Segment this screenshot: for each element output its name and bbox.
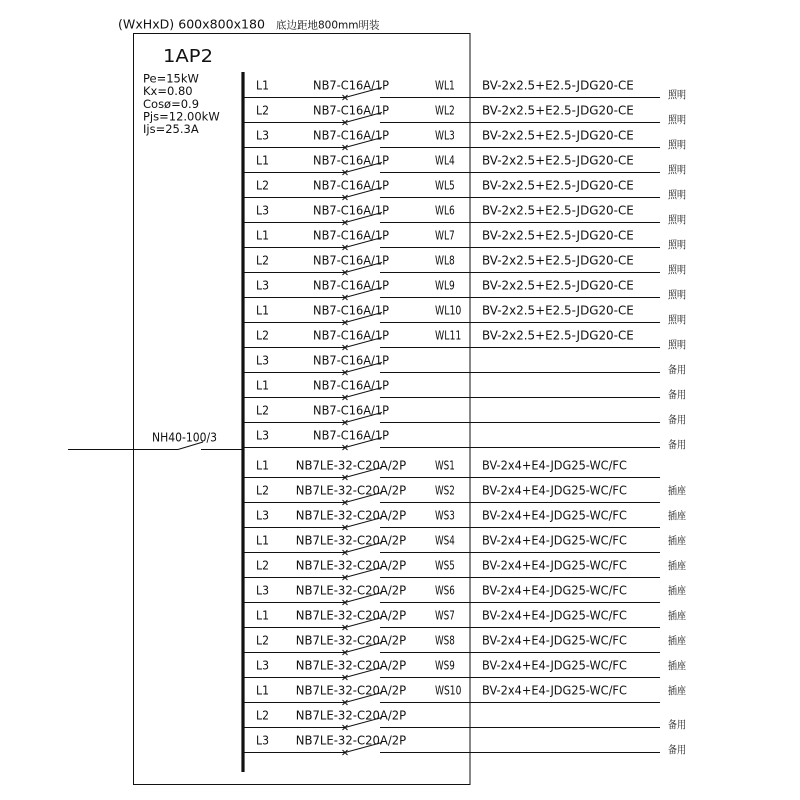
circuit-row: [243, 658, 689, 681]
circuit-row: [243, 204, 686, 227]
incoming-switch-label: NH40-100/3: [152, 430, 217, 445]
cable-spec: BV-2x2.5+E2.5-JDG20-CE: [482, 103, 634, 118]
circuit-row: [243, 154, 686, 177]
circuit-id: WL5: [435, 178, 455, 193]
breaker-label: NB7-C16A/1P: [313, 378, 389, 393]
load-type-label: 备用: [668, 414, 689, 426]
phase-label: L3: [256, 203, 269, 218]
phase-label: L3: [256, 353, 269, 368]
circuit-row: [243, 428, 689, 452]
circuit-row: [243, 279, 686, 302]
circuit-row: [243, 683, 689, 706]
breaker-label: NB7LE-32-C20A/2P: [295, 658, 407, 673]
cable-spec: BV-2x2.5+E2.5-JDG20-CE: [482, 253, 634, 268]
breaker-label: NB7LE-32-C20A/2P: [295, 633, 407, 648]
cable-spec: BV-2x4+E4-JDG25-WC/FC: [482, 683, 627, 698]
circuit-row: [243, 459, 660, 481]
cable-spec: BV-2x2.5+E2.5-JDG20-CE: [482, 303, 634, 318]
circuit-row: [243, 254, 686, 277]
phase-label: L1: [256, 608, 269, 623]
breaker-label: NB7LE-32-C20A/2P: [295, 558, 407, 573]
circuit-id: WL4: [435, 153, 455, 168]
phase-label: L1: [256, 533, 269, 548]
circuit-id: WS4: [435, 533, 455, 548]
phase-label: L1: [256, 78, 269, 93]
cable-spec: BV-2x4+E4-JDG25-WC/FC: [482, 608, 627, 623]
breaker-label: NB7-C16A/1P: [313, 128, 389, 143]
load-type-label: 备用: [668, 439, 689, 451]
circuit-row: [243, 304, 686, 327]
breaker-label: NB7-C16A/1P: [313, 203, 389, 218]
circuit-id: WS2: [435, 483, 455, 498]
breaker-label: NB7-C16A/1P: [313, 278, 389, 293]
breaker-label: NB7LE-32-C20A/2P: [295, 458, 407, 473]
phase-label: L2: [256, 403, 269, 418]
circuit-id: WS8: [435, 633, 455, 648]
load-type-label: 备用: [668, 744, 689, 756]
load-type-label: 照明: [668, 89, 686, 101]
circuit-row: [243, 104, 686, 127]
load-type-label: 插座: [668, 660, 689, 672]
cable-spec: BV-2x2.5+E2.5-JDG20-CE: [482, 228, 634, 243]
phase-label: L3: [256, 583, 269, 598]
circuit-row: [243, 353, 689, 377]
breaker-label: NB7LE-32-C20A/2P: [295, 583, 407, 598]
load-type-label: 插座: [668, 610, 689, 622]
phase-label: L2: [256, 708, 269, 723]
load-type-label: 备用: [668, 389, 689, 401]
circuit-row: [243, 508, 689, 531]
circuit-row: [243, 79, 686, 102]
circuit-row: [243, 129, 686, 152]
phase-label: L2: [256, 558, 269, 573]
breaker-label: NB7LE-32-C20A/2P: [295, 483, 407, 498]
phase-label: L1: [256, 378, 269, 393]
breaker-label: NB7-C16A/1P: [313, 303, 389, 318]
phase-label: L3: [256, 278, 269, 293]
circuit-id: WL6: [435, 203, 455, 218]
phase-label: L3: [256, 128, 269, 143]
cable-spec: BV-2x4+E4-JDG25-WC/FC: [482, 533, 627, 548]
load-type-label: 插座: [668, 560, 689, 572]
circuit-id: WL10: [435, 303, 462, 318]
cable-spec: BV-2x2.5+E2.5-JDG20-CE: [482, 153, 634, 168]
breaker-label: NB7-C16A/1P: [313, 228, 389, 243]
circuit-id: WS5: [435, 558, 455, 573]
load-type-label: 照明: [668, 189, 686, 201]
cable-spec: BV-2x4+E4-JDG25-WC/FC: [482, 658, 627, 673]
load-type-label: 照明: [668, 239, 686, 251]
load-type-label: 照明: [668, 264, 686, 276]
breaker-label: NB7-C16A/1P: [313, 403, 389, 418]
load-type-label: 照明: [668, 139, 686, 151]
circuit-row: [243, 558, 689, 581]
load-type-label: 备用: [668, 719, 689, 731]
cable-spec: BV-2x2.5+E2.5-JDG20-CE: [482, 278, 634, 293]
circuit-id: WL7: [435, 228, 455, 243]
breaker-label: NB7-C16A/1P: [313, 328, 389, 343]
cable-spec: BV-2x4+E4-JDG25-WC/FC: [482, 633, 627, 648]
circuit-id: WL3: [435, 128, 455, 143]
phase-label: L1: [256, 153, 269, 168]
breaker-label: NB7LE-32-C20A/2P: [295, 708, 407, 723]
circuit-row: [243, 229, 686, 252]
load-calculation-block: [143, 72, 220, 137]
circuit-row: [243, 403, 689, 427]
circuit-row: [243, 329, 686, 352]
cable-spec: BV-2x2.5+E2.5-JDG20-CE: [482, 78, 634, 93]
load-type-label: 照明: [668, 214, 686, 226]
circuit-row: [243, 583, 689, 606]
circuit-id: WL11: [435, 328, 462, 343]
load-type-label: 备用: [668, 364, 689, 376]
breaker-label: NB7-C16A/1P: [313, 103, 389, 118]
load-type-label: 照明: [668, 339, 686, 351]
breaker-label: NB7LE-32-C20A/2P: [295, 683, 407, 698]
cable-spec: BV-2x4+E4-JDG25-WC/FC: [482, 583, 627, 598]
breaker-label: NB7LE-32-C20A/2P: [295, 733, 407, 748]
breaker-label: NB7-C16A/1P: [313, 178, 389, 193]
circuit-row: [243, 483, 689, 506]
circuit-row: [243, 179, 686, 202]
circuit-id: WS9: [435, 658, 455, 673]
cable-spec: BV-2x2.5+E2.5-JDG20-CE: [482, 178, 634, 193]
circuit-row: [243, 733, 689, 757]
phase-label: L1: [256, 228, 269, 243]
circuit-row: [243, 378, 689, 402]
circuit-row: [243, 708, 689, 732]
phase-label: L1: [256, 458, 269, 473]
circuit-id: WS6: [435, 583, 455, 598]
phase-label: L3: [256, 658, 269, 673]
circuit-id: WL2: [435, 103, 455, 118]
param-cos: Cosø=0.9: [143, 97, 200, 111]
enclosure-dimensions: (WxHxD) 600x800x180: [118, 17, 265, 32]
circuit-id: WS3: [435, 508, 455, 523]
cable-spec: BV-2x2.5+E2.5-JDG20-CE: [482, 203, 634, 218]
load-type-label: 插座: [668, 635, 689, 647]
phase-label: L3: [256, 508, 269, 523]
circuit-row: [243, 533, 689, 556]
phase-label: L1: [256, 683, 269, 698]
param-pjs: Pjs=12.00kW: [143, 109, 220, 124]
breaker-label: NB7LE-32-C20A/2P: [295, 533, 407, 548]
phase-label: L2: [256, 483, 269, 498]
cable-spec: BV-2x2.5+E2.5-JDG20-CE: [482, 128, 634, 143]
phase-label: L3: [256, 428, 269, 443]
phase-label: L2: [256, 633, 269, 648]
outgoing-circuits: [243, 78, 689, 757]
circuit-id: WS1: [435, 458, 455, 473]
param-kx: Kx=0.80: [143, 84, 193, 98]
phase-label: L2: [256, 328, 269, 343]
circuit-id: WS7: [435, 608, 455, 623]
load-type-label: 插座: [668, 585, 689, 597]
phase-label: L2: [256, 253, 269, 268]
phase-label: L2: [256, 103, 269, 118]
load-type-label: 插座: [668, 535, 689, 547]
breaker-label: NB7-C16A/1P: [313, 253, 389, 268]
load-type-label: 照明: [668, 314, 686, 326]
phase-label: L3: [256, 733, 269, 748]
mounting-note: 底边距地800mm明装: [276, 19, 380, 32]
cable-spec: BV-2x4+E4-JDG25-WC/FC: [482, 483, 627, 498]
breaker-label: NB7-C16A/1P: [313, 78, 389, 93]
circuit-id: WS10: [435, 683, 462, 698]
load-type-label: 插座: [668, 485, 689, 497]
load-type-label: 插座: [668, 685, 689, 697]
circuit-id: WL9: [435, 278, 455, 293]
param-pe: Pe=15kW: [143, 71, 199, 86]
breaker-label: NB7-C16A/1P: [313, 153, 389, 168]
load-type-label: 照明: [668, 114, 686, 126]
cable-spec: BV-2x4+E4-JDG25-WC/FC: [482, 508, 627, 523]
cable-spec: BV-2x2.5+E2.5-JDG20-CE: [482, 328, 634, 343]
circuit-id: WL1: [435, 78, 455, 93]
param-ijs: Ijs=25.3A: [143, 122, 199, 136]
circuit-row: [243, 633, 689, 656]
phase-label: L1: [256, 303, 269, 318]
breaker-label: NB7LE-32-C20A/2P: [295, 608, 407, 623]
circuit-id: WL8: [435, 253, 455, 268]
load-type-label: 照明: [668, 164, 686, 176]
breaker-label: NB7-C16A/1P: [313, 353, 389, 368]
panel-name: 1AP2: [163, 46, 213, 67]
breaker-label: NB7LE-32-C20A/2P: [295, 508, 407, 523]
cable-spec: BV-2x4+E4-JDG25-WC/FC: [482, 458, 627, 473]
phase-label: L2: [256, 178, 269, 193]
cable-spec: BV-2x4+E4-JDG25-WC/FC: [482, 558, 627, 573]
load-type-label: 照明: [668, 289, 686, 301]
load-type-label: 插座: [668, 510, 689, 522]
circuit-row: [243, 608, 689, 631]
breaker-label: NB7-C16A/1P: [313, 428, 389, 443]
incoming-feeder: [68, 431, 243, 450]
